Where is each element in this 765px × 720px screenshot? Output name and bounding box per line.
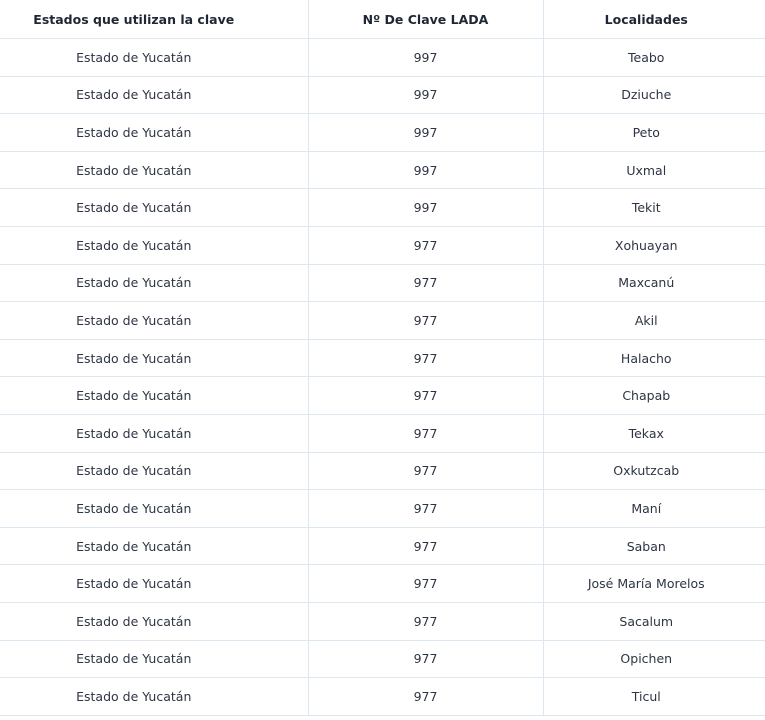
header-localidades: Localidades <box>543 0 765 39</box>
cell-clave-lada: 977 <box>308 490 543 528</box>
header-clave-lada: Nº De Clave LADA <box>308 0 543 39</box>
cell-clave-lada: 977 <box>308 640 543 678</box>
cell-localidad: Maxcanú <box>543 264 765 302</box>
cell-localidad: José María Morelos <box>543 565 765 603</box>
cell-estado: Estado de Yucatán <box>0 339 308 377</box>
cell-localidad: Opichen <box>543 640 765 678</box>
cell-clave-lada: 997 <box>308 151 543 189</box>
cell-estado: Estado de Yucatán <box>0 602 308 640</box>
cell-localidad: Maní <box>543 490 765 528</box>
table-row <box>0 678 765 716</box>
table-row <box>0 151 765 189</box>
cell-clave-lada: 977 <box>308 414 543 452</box>
header-estados: Estados que utilizan la clave <box>0 0 308 39</box>
table-row <box>0 339 765 377</box>
cell-estado: Estado de Yucatán <box>0 114 308 152</box>
cell-clave-lada: 977 <box>308 602 543 640</box>
table-row <box>0 302 765 340</box>
table-row <box>0 39 765 77</box>
table-row <box>0 527 765 565</box>
cell-clave-lada: 977 <box>308 377 543 415</box>
table-row <box>0 189 765 227</box>
cell-estado: Estado de Yucatán <box>0 490 308 528</box>
cell-estado: Estado de Yucatán <box>0 414 308 452</box>
cell-estado: Estado de Yucatán <box>0 76 308 114</box>
cell-estado: Estado de Yucatán <box>0 377 308 415</box>
cell-estado: Estado de Yucatán <box>0 189 308 227</box>
cell-localidad: Chapab <box>543 377 765 415</box>
cell-estado: Estado de Yucatán <box>0 39 308 77</box>
cell-clave-lada: 997 <box>308 76 543 114</box>
table-row <box>0 114 765 152</box>
table-row <box>0 226 765 264</box>
cell-localidad: Ticul <box>543 678 765 716</box>
cell-clave-lada: 977 <box>308 264 543 302</box>
table-row <box>0 490 765 528</box>
cell-clave-lada: 977 <box>308 226 543 264</box>
cell-localidad: Teabo <box>543 39 765 77</box>
cell-estado: Estado de Yucatán <box>0 151 308 189</box>
cell-localidad: Oxkutzcab <box>543 452 765 490</box>
cell-clave-lada: 977 <box>308 339 543 377</box>
cell-localidad: Tekax <box>543 414 765 452</box>
cell-localidad: Sacalum <box>543 602 765 640</box>
cell-estado: Estado de Yucatán <box>0 640 308 678</box>
cell-clave-lada: 997 <box>308 189 543 227</box>
cell-localidad: Akil <box>543 302 765 340</box>
cell-localidad: Tekit <box>543 189 765 227</box>
cell-estado: Estado de Yucatán <box>0 264 308 302</box>
cell-localidad: Xohuayan <box>543 226 765 264</box>
cell-estado: Estado de Yucatán <box>0 452 308 490</box>
table-row <box>0 377 765 415</box>
cell-clave-lada: 997 <box>308 39 543 77</box>
cell-clave-lada: 997 <box>308 114 543 152</box>
cell-localidad: Saban <box>543 527 765 565</box>
cell-clave-lada: 977 <box>308 302 543 340</box>
table-header <box>0 0 765 39</box>
table-row <box>0 640 765 678</box>
cell-estado: Estado de Yucatán <box>0 565 308 603</box>
cell-localidad: Uxmal <box>543 151 765 189</box>
cell-localidad: Halacho <box>543 339 765 377</box>
table-row <box>0 264 765 302</box>
cell-clave-lada: 977 <box>308 678 543 716</box>
table-row <box>0 414 765 452</box>
table-row <box>0 452 765 490</box>
table-row <box>0 602 765 640</box>
table-body <box>0 39 765 716</box>
table-row <box>0 76 765 114</box>
cell-estado: Estado de Yucatán <box>0 678 308 716</box>
cell-estado: Estado de Yucatán <box>0 226 308 264</box>
cell-clave-lada: 977 <box>308 565 543 603</box>
header-row <box>0 0 765 39</box>
cell-clave-lada: 977 <box>308 527 543 565</box>
cell-localidad: Peto <box>543 114 765 152</box>
cell-estado: Estado de Yucatán <box>0 527 308 565</box>
table-row <box>0 565 765 603</box>
cell-clave-lada: 977 <box>308 452 543 490</box>
cell-estado: Estado de Yucatán <box>0 302 308 340</box>
cell-localidad: Dziuche <box>543 76 765 114</box>
